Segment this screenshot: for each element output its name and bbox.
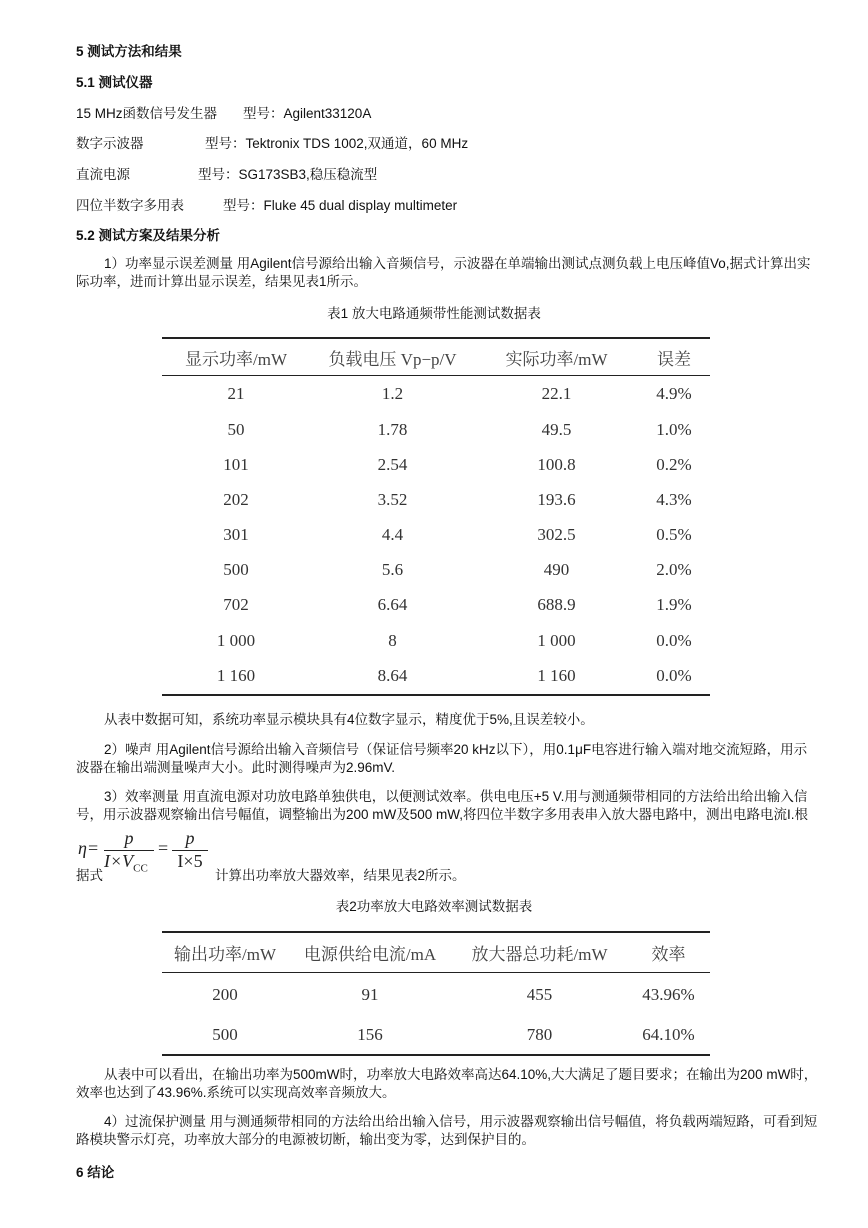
formula-denominator-text: I×V	[104, 851, 134, 871]
table-cell: 0.0%	[638, 658, 710, 695]
table-header-cell: 负载电压 Vp−p/V	[310, 338, 475, 376]
table-header-cell: 输出功率/mW	[162, 932, 288, 973]
instrument-line	[76, 163, 377, 183]
table-cell: 455	[526, 984, 553, 1004]
instrument-model: 型号：Tektronix TDS 1002,双通道，60 MHz	[205, 136, 469, 151]
table-cell: 1.2	[381, 384, 404, 403]
table-cell: 302.5	[537, 524, 576, 544]
table1	[162, 337, 710, 696]
table-cell: 6.64	[377, 595, 408, 614]
table-cell: 0.5%	[656, 524, 692, 544]
table-header-cell: 放大器总功耗/mW	[452, 932, 627, 973]
table-cell: 0.2%	[656, 454, 692, 474]
table-cell: 50	[227, 419, 245, 439]
table-cell: 64.10%	[627, 1016, 710, 1055]
formula-subscript: CC	[133, 862, 148, 875]
paragraph-table1-conclusion: 从表中数据可知，系统功率显示模块具有4位数字显示，精度优于5%,且误差较小。	[104, 712, 594, 727]
section-6-heading: 6 结论	[76, 1165, 115, 1180]
table-cell: 2.54	[377, 454, 408, 474]
table-cell: 101	[223, 454, 249, 474]
table-cell: 91	[361, 984, 379, 1004]
table-row	[162, 482, 710, 517]
table-cell: 490	[543, 559, 570, 579]
table-row	[162, 447, 710, 482]
table-cell: 4.9%	[656, 384, 692, 403]
table-row	[162, 376, 710, 413]
table-cell: 100.8	[537, 454, 576, 474]
formula-numerator: p	[185, 828, 195, 848]
table-row	[162, 623, 710, 658]
instrument-name: 数字示波器	[76, 136, 144, 151]
table-cell: 156	[288, 1016, 452, 1055]
table-cell: 1 000	[537, 630, 576, 650]
table-cell: 2.0%	[656, 559, 692, 579]
table1-caption: 表1 放大电路通频带性能测试数据表	[327, 306, 541, 321]
table-cell: 49.5	[541, 419, 572, 439]
instrument-name: 四位半数字多用表	[76, 198, 184, 213]
paragraph-noise: 2）噪声 用Agilent信号源给出输入音频信号（保证信号频率20 kHz以下），用0.1μF电容进行输入端对地交流短路，用示波器在输出端测量噪声大小。此时测得噪声为2.96mV.	[76, 742, 808, 775]
table-cell: 1.9%	[656, 595, 692, 614]
instrument-line	[76, 194, 457, 214]
section-5-1-heading: 5.1 测试仪器	[76, 75, 153, 90]
paragraph-efficiency: 3）效率测量 用直流电源对功放电路单独供电，以便测试效率。供电电压+5 V.用与测通频带相同的方法给出给出输入信号，用示波器观察输出信号幅值，调整输出为200 mW及500 mW,将四位半数字多用表串入放大器电路中，测出电路电流I.根	[76, 789, 809, 822]
table-header-row	[162, 932, 710, 973]
table-cell: 4.4	[381, 524, 404, 544]
table-header-row	[162, 338, 710, 376]
section-5-2-heading: 5.2 测试方案及结果分析	[76, 228, 221, 243]
table-row	[162, 587, 710, 623]
instrument-name: 15 MHz函数信号发生器	[76, 106, 218, 121]
formula-equals: =	[158, 838, 169, 858]
table-cell: 8.64	[310, 658, 475, 695]
table2-caption: 表2功率放大电路效率测试数据表	[335, 899, 533, 914]
table-cell: 200	[212, 984, 238, 1004]
table-cell: 0.0%	[656, 630, 692, 650]
table-header-cell: 效率	[627, 932, 710, 973]
table-cell: 702	[223, 595, 249, 614]
table-header-cell: 显示功率/mW	[162, 338, 310, 376]
table-cell: 3.52	[377, 489, 408, 509]
table-cell: 202	[223, 489, 249, 509]
instrument-model: 型号：SG173SB3,稳压稳流型	[198, 167, 378, 182]
table-cell: 21	[227, 384, 245, 403]
table-cell: 8	[388, 630, 397, 650]
table-cell: 780	[452, 1016, 627, 1055]
table-cell: 1 000	[216, 630, 256, 650]
formula-lead: 据式	[76, 868, 103, 883]
instrument-model: 型号：Fluke 45 dual display multimeter	[223, 198, 458, 213]
formula-numerator: p	[124, 828, 134, 848]
paragraph-table2-conclusion: 从表中可以看出，在输出功率为500mW时，功率放大电路效率高达64.10%,大大满足了题目要求；在输出为200 mW时，效率也达到了43.96%.系统可以实现高效率音频放大。	[76, 1067, 818, 1100]
table-cell: 1.0%	[656, 419, 692, 439]
instrument-line	[76, 102, 371, 122]
table-row	[162, 517, 710, 552]
paragraph-power-display-error: 1）功率显示误差测量 用Agilent信号源给出输入音频信号，示波器在单端输出测试点测负载上电压峰值Vo,据式计算出实际功率，进而计算出显示误差，结果见表1所示。	[76, 256, 811, 289]
instrument-line	[76, 132, 468, 152]
table-cell: 301	[223, 524, 249, 544]
table-cell: 193.6	[537, 489, 576, 509]
table-cell: 1.78	[377, 419, 408, 439]
table-row	[162, 658, 710, 695]
table-header-cell: 实际功率/mW	[475, 338, 638, 376]
table-header-cell: 误差	[638, 338, 710, 376]
table-cell: 5.6	[381, 559, 404, 579]
table-cell: 500	[223, 559, 249, 579]
table-cell: 22.1	[541, 384, 572, 403]
section-5-heading: 5 测试方法和结果	[76, 44, 182, 59]
table-cell: 688.9	[537, 595, 576, 614]
table-cell: 43.96%	[642, 984, 695, 1004]
table-cell: 4.3%	[656, 489, 692, 509]
table-row	[162, 552, 710, 587]
table-row	[162, 412, 710, 447]
paragraph-overcurrent: 4）过流保护测量 用与测通频带相同的方法给出给出输入信号，用示波器观察输出信号幅值，将负载两端短路，可看到短路模块警示灯亮，功率放大部分的电源被切断，输出变为零，达到保护目的。	[76, 1114, 818, 1147]
table-row	[162, 973, 710, 1017]
table-cell: 1 160	[475, 658, 638, 695]
table-row	[162, 1016, 710, 1055]
table-cell: 500	[162, 1016, 288, 1055]
formula-eta: η=	[78, 838, 100, 858]
table-header-cell: 电源供给电流/mA	[288, 932, 452, 973]
instrument-name: 直流电源	[76, 167, 130, 182]
instrument-model: 型号：Agilent33120A	[243, 106, 372, 121]
formula-denominator	[104, 851, 148, 875]
formula-tail: 计算出功率放大器效率，结果见表2所示。	[215, 868, 466, 883]
formula-denominator: I×5	[177, 851, 203, 871]
table-cell: 1 160	[162, 658, 310, 695]
table2	[162, 931, 710, 1056]
